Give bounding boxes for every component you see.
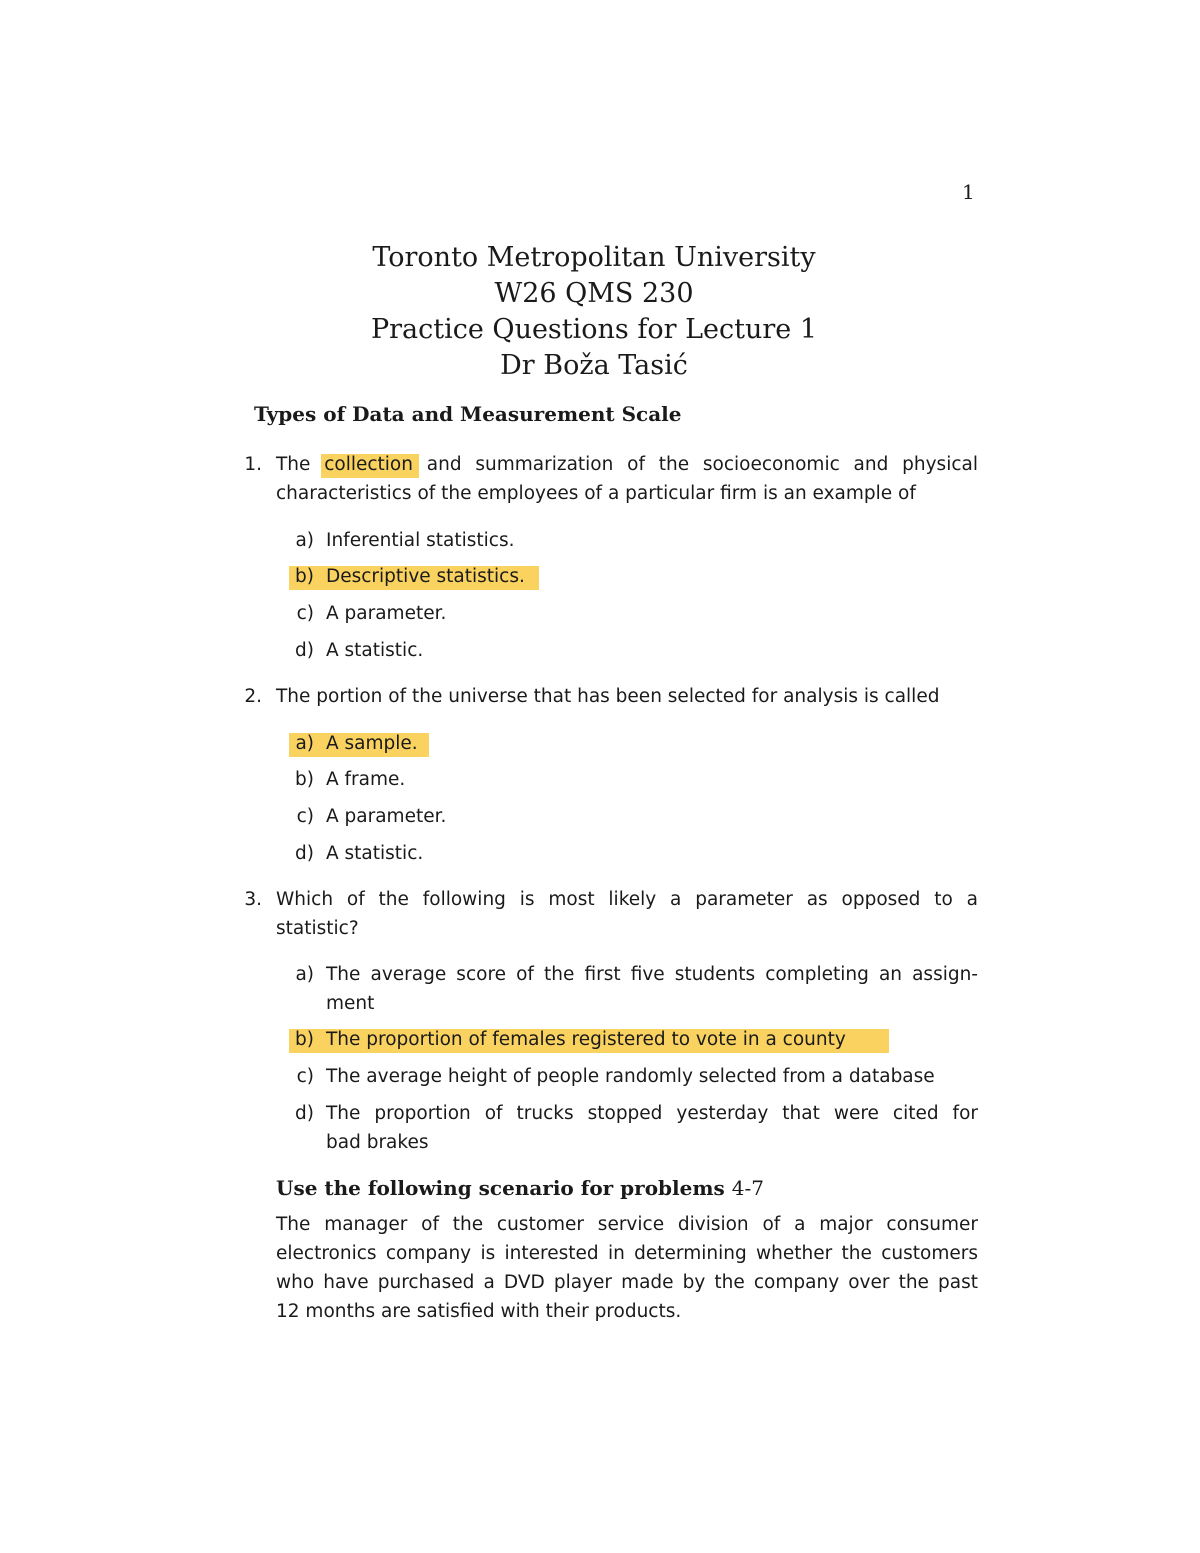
question-text-line: The portion of the universe that has been selected for analysis is called bbox=[276, 686, 940, 707]
option-text-line: bad brakes bbox=[326, 1132, 429, 1153]
option-letter: a) bbox=[295, 733, 314, 754]
question-text-line: Which of the following is most likely a parameter as opposed to a bbox=[276, 889, 978, 910]
highlighted-word: collection bbox=[324, 454, 413, 475]
option-text: A statistic. bbox=[326, 640, 424, 661]
option-letter: c) bbox=[296, 1066, 314, 1087]
scenario-line: 12 months are satisfied with their products. bbox=[276, 1301, 682, 1322]
option-text: A statistic. bbox=[326, 843, 424, 864]
option-text-line: ment bbox=[326, 993, 375, 1014]
question-text-line bbox=[276, 454, 978, 475]
option-text-correct: The proportion of females registered to vote in a county bbox=[326, 1029, 846, 1050]
scenario-heading-text: Use the following scenario for problems bbox=[276, 1176, 725, 1200]
title-block bbox=[0, 240, 1200, 384]
question-text-pre: The bbox=[276, 454, 311, 475]
scenario-heading bbox=[276, 1176, 764, 1200]
option-letter: a) bbox=[295, 964, 314, 985]
option-letter: b) bbox=[295, 769, 314, 790]
page-number: 1 bbox=[962, 180, 975, 204]
option-text: A parameter. bbox=[326, 603, 447, 624]
course-code: W26 QMS 230 bbox=[494, 278, 694, 309]
question-number: 3. bbox=[244, 889, 262, 910]
scenario-problem-range: 4-7 bbox=[731, 1176, 764, 1200]
question-text-line: characteristics of the employees of a particular firm is an example of bbox=[276, 483, 916, 504]
author-name: Dr Boža Tasić bbox=[500, 350, 688, 381]
option-letter: d) bbox=[295, 1103, 314, 1124]
university-title: Toronto Metropolitan University bbox=[372, 242, 816, 273]
question-number: 1. bbox=[244, 454, 262, 475]
option-text-line: The average score of the first five students completing an assign- bbox=[326, 964, 978, 985]
option-letter: d) bbox=[295, 843, 314, 864]
option-letter: b) bbox=[295, 1029, 314, 1050]
option-text-correct: A sample. bbox=[326, 733, 418, 754]
question-number: 2. bbox=[244, 686, 262, 707]
question-text-post: and summarization of the socioeconomic and physical bbox=[426, 454, 978, 475]
document-subtitle: Practice Questions for Lecture 1 bbox=[370, 314, 818, 345]
option-text: A frame. bbox=[326, 769, 406, 790]
option-letter: d) bbox=[295, 640, 314, 661]
option-letter: b) bbox=[295, 566, 314, 587]
scenario-line: who have purchased a DVD player made by the company over the past bbox=[276, 1272, 978, 1293]
option-letter: c) bbox=[296, 603, 314, 624]
option-letter: a) bbox=[295, 530, 314, 551]
option-text: Inferential statistics. bbox=[326, 530, 515, 551]
section-heading: Types of Data and Measurement Scale bbox=[254, 402, 682, 426]
option-letter: c) bbox=[296, 806, 314, 827]
scenario-line: electronics company is interested in determining whether the customers bbox=[276, 1243, 978, 1264]
scenario-line: The manager of the customer service division of a major consumer bbox=[276, 1214, 978, 1235]
option-text-line: The proportion of trucks stopped yesterday that were cited for bbox=[326, 1103, 978, 1124]
option-text: The average height of people randomly selected from a database bbox=[326, 1066, 935, 1087]
option-text: A parameter. bbox=[326, 806, 447, 827]
option-text-correct: Descriptive statistics. bbox=[326, 566, 525, 587]
question-text-line: statistic? bbox=[276, 918, 359, 939]
